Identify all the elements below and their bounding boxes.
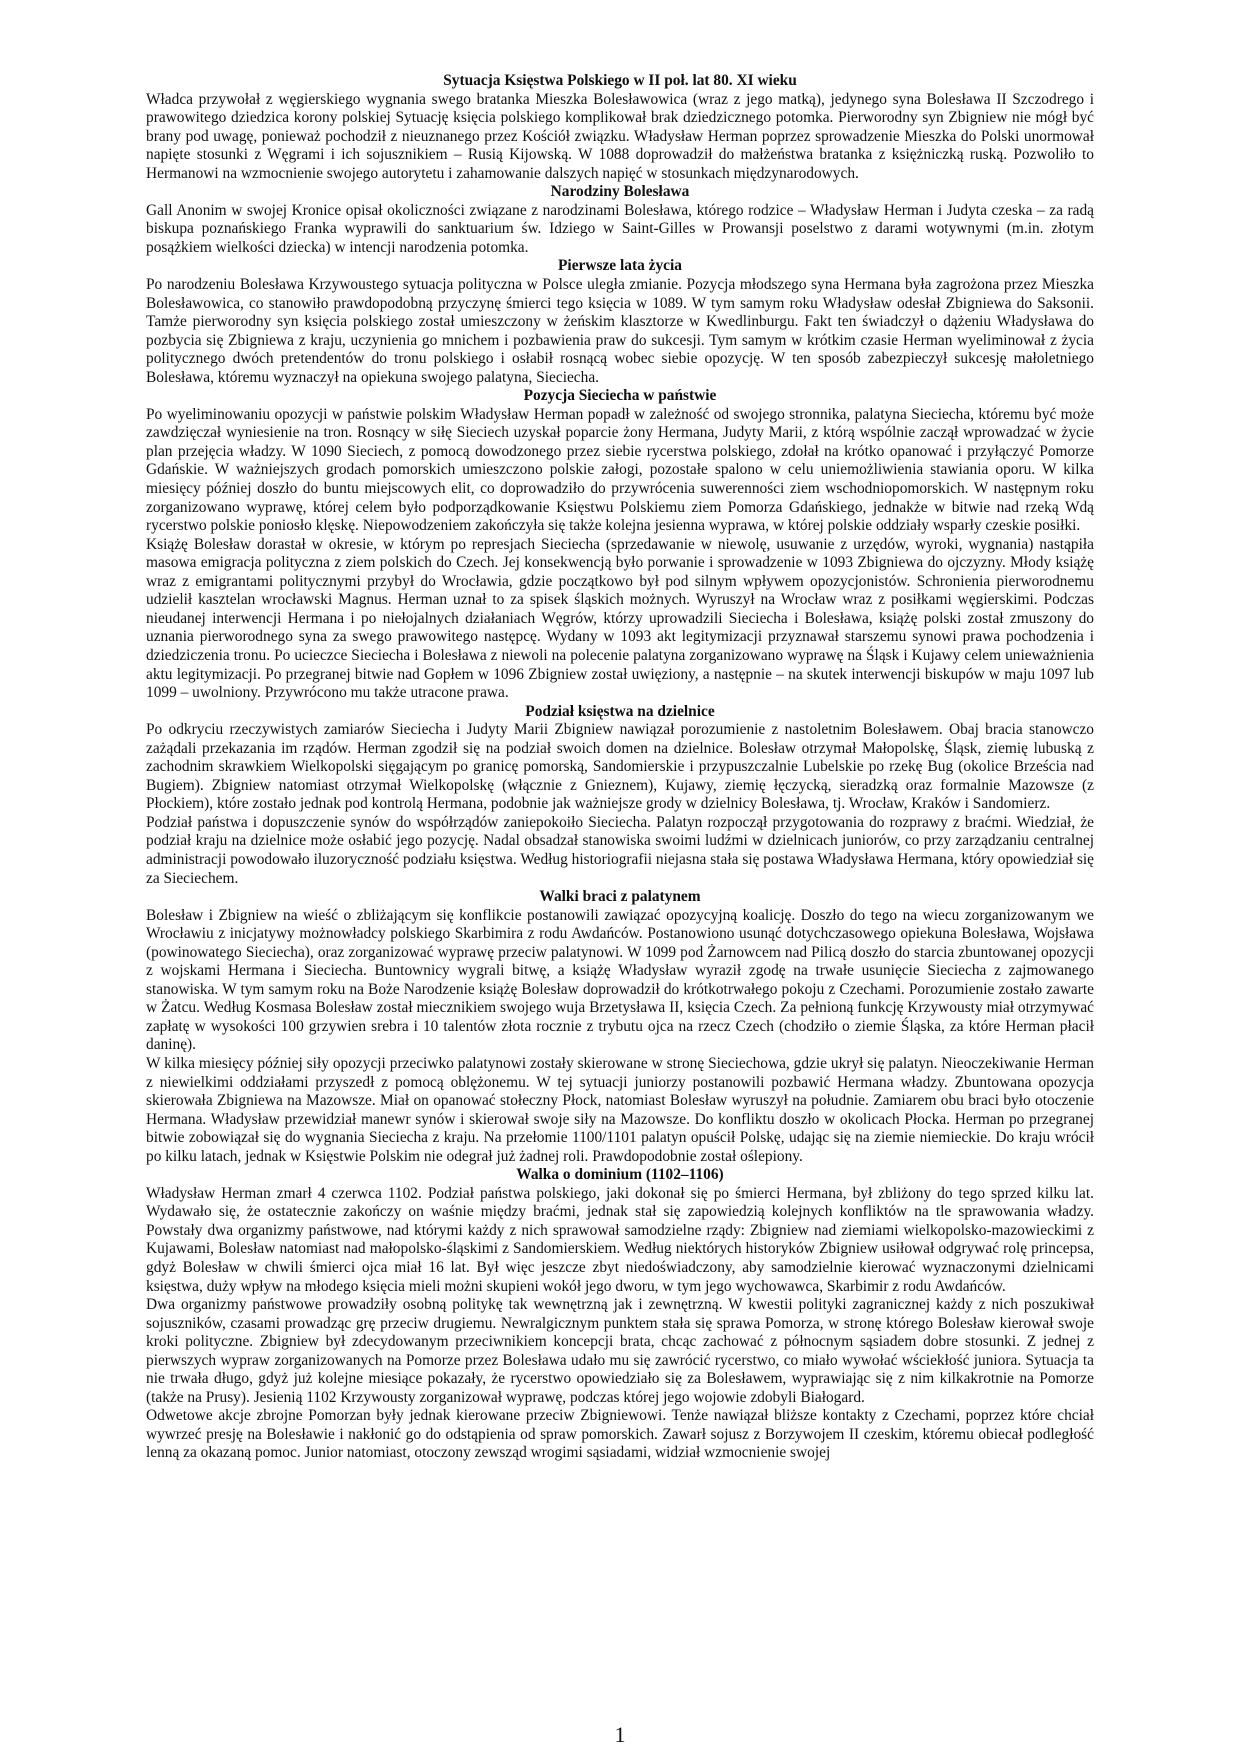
paragraph: Książę Bolesław dorastał w okresie, w którym po represjach Sieciecha (sprzedawanie w niewolę, usuwanie z urzędów, wyroki, wygnania) nastąpiła masowa emigracja polityczna z ziem polskich do Czech. Jej konsekwencją było porwanie i sprowadzenie w 1093 Zbigniewa do ojczyzny. Młody książę wraz z emigrantami politycznymi przybył do Wrocławia, gdzie początkowo był pod silnym wpływem opozycjonistów. Schronienia pierworodnemu udzielił kasztelan wrocławski Magnus. Herman uznał to za spisek śląskich możnych. Wyruszył na Wrocław wraz z posiłkami węgierskimi. Podczas nieudanej interwencji Hermana i po niełojalnych działaniach Węgrów, którzy uprowadzili Sieciecha i Bolesława, książę polski został zmuszony do uznania pierworodnego syna za swego prawowitego następcę. Wydany w 1093 akt legitymizacji przyznawał starszemu synowi prawa pochodzenia i dziedziczenia tronu. Po ucieczce Sieciecha i Bolesława z niewoli na polecenie palatyna zorganizowano wyprawę na Śląsk i Kujawy celem unieważnienia aktu legitymizacji. Po przegranej bitwie nad Gopłem w 1096 Zbigniew został uwięziony, a następnie – na skutek interwencji biskupów w maju 1097 lub 1099 – uwolniony. Przywrócono mu także utracone prawa. <box>146 535 1094 702</box>
paragraph: W kilka miesięcy później siły opozycji przeciwko palatynowi zostały skierowane w stronę Sieciechowa, gdzie ukrył się palatyn. Nieoczekiwanie Herman z niewielkimi oddziałami przyszedł z pomocą oblężonemu. W tej sytuacji juniorzy postanowili pozbawić Hermana władzy. Zbuntowana opozycja skierowała Zbigniewa na Mazowsze. Miał on opanować stołeczny Płock, natomiast Bolesław wyruszył na południe. Zamiarem obu braci było otoczenie Hermana. Władysław przewidział manewr synów i skierował swoje siły na Mazowsze. Do konfliktu doszło w okolicach Płocka. Herman po przegranej bitwie zobowiązał się do wygnania Sieciecha z kraju. Na przełomie 1100/1101 palatyn opuścił Polskę, udając się na ziemie niemieckie. Do kraju wrócił po kilku latach, jednak w Księstwie Polskim nie odegrał już żadnej roli. Prawdopodobnie został oślepiony. <box>146 1054 1094 1165</box>
section-heading: Narodziny Bolesława <box>550 183 690 201</box>
paragraph: Bolesław i Zbigniew na wieść o zbliżającym się konflikcie postanowili zawiązać opozycyjną koalicję. Doszło do tego na wiecu zorganizowanym we Wrocławiu z inicjatywy możnowładcy polskiego Skarbimira z rodu Awdańców. Postanowiono usunąć dotychczasowego opiekuna Bolesława, Wojsława (powinowatego Sieciecha), oraz zorganizować wyprawę przeciw palatynowi. W 1099 pod Żarnowcem nad Pilicą doszło do starcia zbuntowanej opozycji z wojskami Hermana i Sieciecha. Buntownicy wygrali bitwę, a książę Władysław wyraził zgodę na trwałe usunięcie Sieciecha z zajmowanego stanowiska. W tym samym roku na Boże Narodzenie książę Bolesław doprowadził do krótkotrwałego pokoju z Czechami. Porozumienie zostało zawarte w Żatcu. Według Kosmasa Bolesław został miecznikiem swojego wuja Brzetysława II, księcia Czech. Za pełnioną funkcję Krzywousty miał otrzymywać zapłatę w wysokości 100 grzywien srebra i 10 talentów złota rocznie z trybutu ojca na rzecz Czech (chodziło o ziemie Śląska, za które Herman płacił daninę). <box>146 906 1094 1054</box>
paragraph: Po narodzeniu Bolesława Krzywoustego sytuacja polityczna w Polsce uległa zmianie. Pozycja młodszego syna Hermana była zagrożona przez Mieszka Bolesławowica, co stanowiło prawdopodobną przyczynę śmierci tego księcia w 1089. W tym samym roku Władysław odesłał Zbigniewa do Saksonii. Tamże pierworodny syn księcia polskiego został umieszczony w żeńskim klasztorze w Kwedlinburgu. Fakt ten świadczył o dążeniu Władysława do pozbycia się Zbigniewa z kraju, uczynienia go mnichem i pozbawienia praw do sukcesji. Tym samym w krótkim czasie Herman wyeliminował z życia politycznego dwóch pretendentów do tronu polskiego i osłabił rosnącą wobec siebie opozycję. W ten sposób zabezpieczył sukcesję małoletniego Bolesława, któremu wyznaczył na opiekuna swojego palatyna, Sieciecha. <box>146 276 1094 386</box>
paragraph: Po wyeliminowaniu opozycji w państwie polskim Władysław Herman popadł w zależność od swojego stronnika, palatyna Sieciecha, któremu być może zawdzięczał wyniesienie na tron. Rosnący w siłę Sieciech uzyskał poparcie żony Hermana, Judyty Marii, z którą wspólnie zaczął wprowadzać w życie plan przejęcia władzy. W 1090 Sieciech, z pomocą dowodzonego przez siebie rycerstwa polskiego, zdołał na krótko opanować i przyłączyć Pomorze Gdańskie. W ważniejszych grodach pomorskich umieszczono polskie załogi, pozostałe spalono w celu uniemożliwienia stawiania oporu. W kilka miesięcy później doszło do buntu miejscowych elit, co doprowadziło do przywrócenia suwerenności ziem wschodniopomorskich. W następnym roku zorganizowano wyprawę, której celem było podporządkowanie Księstwu Polskiemu ziem Pomorza Gdańskiego, jednakże w bitwie nad rzeką Wdą rycerstwo polskie poniosło klęskę. Niepowodzeniem zakończyła się także kolejna jesienna wyprawa, w której polskie oddziały wsparły czeskie posiłki. <box>146 405 1094 535</box>
document-page <box>146 72 1094 1463</box>
section-heading: Walka o dominium (1102–1106) <box>516 1166 724 1184</box>
paragraph: Władca przywołał z węgierskiego wygnania swego bratanka Mieszka Bolesławowica (wraz z jego matką), jedynego syna Bolesława II Szczodrego i prawowitego dziedzica korony polskiej Sytuację księcia polskiego komplikował brak dziedzicznego potomka. Pierworodny syn Zbigniew nie mógł być brany pod uwagę, ponieważ pochodził z nieuznanego przez Kościół związku. Władysław Herman poprzez sprowadzenie Mieszka do Polski unormował napięte stosunki z Węgrami i ich sojusznikiem – Rusią Kijowską. W 1088 doprowadził do małżeństwa bratanka z księżniczką ruską. Pozwoliło to Hermanowi na wzmocnienie swojego autorytetu i zahamowanie dalszych napięć w stosunkach międzynarodowych. <box>146 90 1094 182</box>
section-heading: Pierwsze lata życia <box>558 257 682 275</box>
section-heading: Sytuacja Księstwa Polskiego w II poł. lat 80. XI wieku <box>443 72 797 89</box>
paragraph: Gall Anonim w swojej Kronice opisał okoliczności związane z narodzinami Bolesława, którego rodzice – Władysław Herman i Judyta czeska – za radą biskupa poznańskiego Franka wyprawili do sanktuarium św. Idziego w Saint-Gilles w Prowansji poselstwo z darami wotywnymi (m.in. złotym posążkiem wielkości dziecka) w intencji narodzenia potomka. <box>146 201 1094 256</box>
section-heading: Pozycja Sieciecha w państwie <box>523 387 717 405</box>
section-heading: Walki braci z palatynem <box>539 888 701 906</box>
paragraph: Dwa organizmy państwowe prowadziły osobną politykę tak wewnętrzną jak i zewnętrzną. W kwestii polityki zagranicznej każdy z nich poszukiwał sojuszników, czasami prowadząc grę przeciw drugiemu. Newralgicznym punktem stała się sprawa Pomorza, w stronę którego Bolesław kierował swoje kroki polityczne. Zbigniew był zdecydowanym przeciwnikiem koncepcji brata, chcąc zachować z północnym sąsiadem dobre stosunki. Z jednej z pierwszych wypraw zorganizowanych na Pomorze przez Bolesława udało mu się zawrócić rycerstwo, co miało wywołać wściekłość juniora. Sytuacja ta nie trwała długo, gdyż już kolejne miesiące pokazały, że rycerstwo opowiedziało się za Bolesławem, wyprawiając się z nim kilkakrotnie na Pomorze (także na Prusy). Jesienią 1102 Krzywousty zorganizował wyprawę, podczas której jego wojowie zdobyli Białogard. <box>146 1296 1094 1406</box>
paragraph: Podział państwa i dopuszczenie synów do współrządów zaniepokoiło Sieciecha. Palatyn rozpoczął przygotowania do rozprawy z braćmi. Wiedział, że podział kraju na dzielnice może osłabić jego pozycję. Nadal obsadzał stanowiska swoimi ludźmi w dzielnicach juniorów, co przy zarządzaniu centralnej administracji powodowało iluzoryczność podziału księstwa. Według historiografii niejasna stała się postawa Władysława Hermana, który opowiedział się za Sieciechem. <box>146 813 1094 887</box>
paragraph: Odwetowe akcje zbrojne Pomorzan były jednak kierowane przeciw Zbigniewowi. Tenże nawiązał bliższe kontakty z Czechami, poprzez które chciał wywrzeć presję na Bolesławie i nakłonić go do odstąpienia od spraw pomorskich. Zawarł sojusz z Borzywojem II czeskim, któremu obiecał podległość lenną za okazaną pomoc. Junior natomiast, otoczony zewsząd wrogimi sąsiadami, widział wzmocnienie swojej <box>146 1407 1094 1462</box>
paragraph: Władysław Herman zmarł 4 czerwca 1102. Podział państwa polskiego, jaki dokonał się po śmierci Hermana, był zbliżony do tego sprzed kilku lat. Wydawało się, że ostatecznie zakończy on waśnie między braćmi, jednak stał się zapowiedzią kolejnych konfliktów na tle sprawowania władzy. Powstały dwa organizmy państwowe, nad którymi każdy z nich sprawował samodzielne rządy: Zbigniew nad ziemiami wielkopolsko-mazowieckimi z Kujawami, Bolesław natomiast nad małopolsko-śląskimi z Sandomierskiem. Według niektórych historyków Zbigniew usiłował odgrywać rolę princepsa, gdyż Bolesław w chwili śmierci ojca miał 16 lat. Był więc jeszcze zbyt niedoświadczony, aby samodzielnie kierować wyznaczonymi dzielnicami księstwa, duży wpływ na młodego księcia mieli możni skupieni wokół jego dworu, w tym jego wychowawca, Skarbimir z rodu Awdańców. <box>146 1184 1094 1295</box>
paragraph: Po odkryciu rzeczywistych zamiarów Sieciecha i Judyty Marii Zbigniew nawiązał porozumienie z nastoletnim Bolesławem. Obaj bracia stanowczo zażądali przekazania im rządów. Herman zgodził się na podział swoich domen na dzielnice. Bolesław otrzymał Małopolskę, Śląsk, ziemię lubuską z zachodnim skrawkiem Wielkopolski sięgającym po granicę pomorską, Sandomierskie i przypuszczalnie Lubelskie po rzekę Bug (okolice Brześcia nad Bugiem). Zbigniew natomiast otrzymał Wielkopolskę (włącznie z Gnieznem), Kujawy, ziemię łęczycką, sieradzką oraz formalnie Mazowsze (z Płockiem), które zostało jednak pod kontrolą Hermana, podobnie jak ważniejsze grody w dzielnicy Bolesława, tj. Wrocław, Kraków i Sandomierz. <box>146 721 1094 813</box>
section-heading: Podział księstwa na dzielnice <box>525 702 715 720</box>
page-number: 1 <box>614 1722 626 1747</box>
